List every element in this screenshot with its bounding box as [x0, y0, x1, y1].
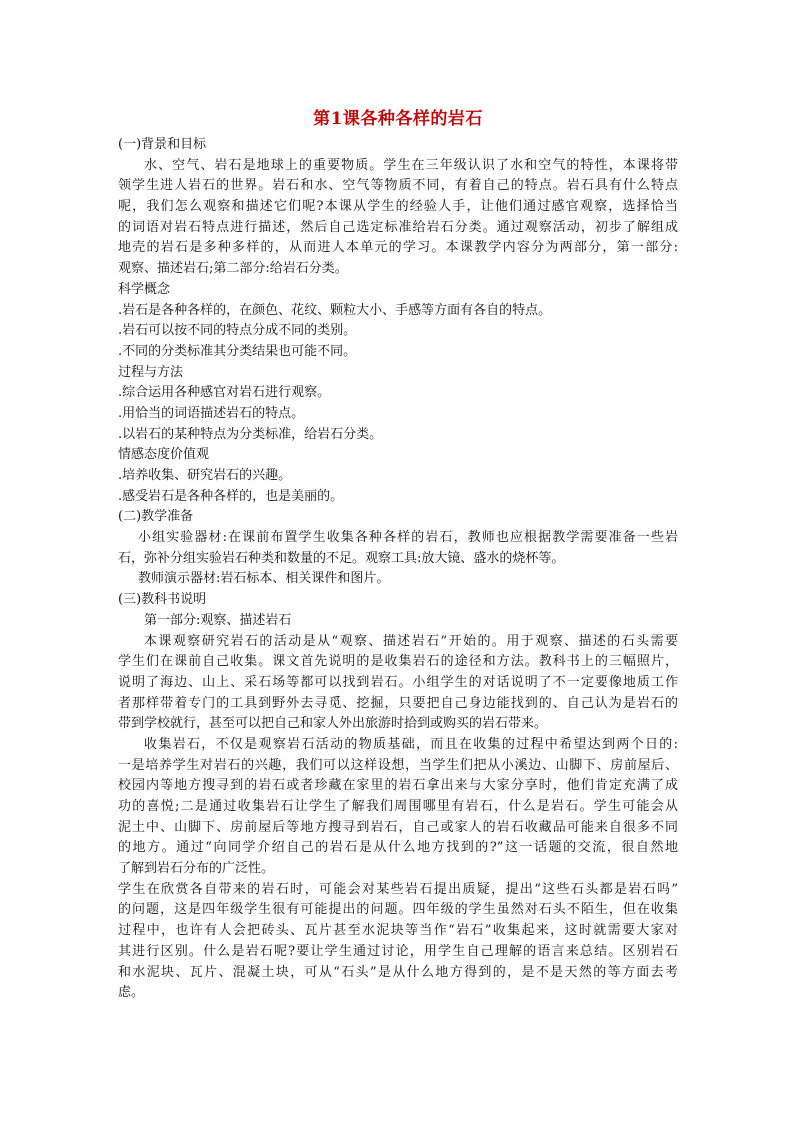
bullet-item: .感受岩石是各种各样的，也是美丽的。 — [118, 488, 344, 504]
paragraph-line: 其进行区别。什么是岩石呢?要让学生通过讨论，用学生自己理解的语言来总结。区别岩石 — [118, 943, 678, 959]
paragraph-line: 功的喜悦;二是通过收集岩石让学生了解我们周围哪里有岩石，什么是岩石。学生可能会从 — [118, 799, 678, 814]
bullet-item: .培养收集、研究岩石的兴趣。 — [118, 468, 292, 483]
subsection-heading: 科学概念 — [118, 281, 171, 297]
paragraph-line: 地壳的岩石是多种多样的，从而进人本单元的学习。本课教学内容分为两部分，第一部分: — [118, 240, 678, 256]
paragraph-line: 石，弥补分组实验岩石种类和数量的不足。观察工具:放大镜、盛水的烧杯等。 — [118, 550, 565, 566]
paragraph-line: 一是培养学生对岩石的兴趣，我们可以这样设想，当学生们把从小溪边、山脚下、房前屋后、 — [118, 757, 678, 773]
paragraph-line: 学生在欣赏各自带来的岩石时，可能会对某些岩石提出质疑，提出“这些石头都是岩石吗” — [118, 881, 678, 897]
paragraph-line: 领学生进人岩石的世界。岩石和水、空气等物质不同，有着自己的特点。岩石具有什么特点 — [118, 178, 678, 194]
paragraph-line: 校园内等地方搜寻到的岩石或者珍藏在家里的岩石拿出来与大家分享时，他们肯定充满了成 — [118, 778, 678, 794]
paragraph-line: 小组实验器材:在课前布置学生收集各种各样的岩石，教师也应根据教学需要准备一些岩 — [138, 530, 678, 546]
paragraph-line: 说明了海边、山上、采石场等都可以找到岩石。小组学生的对话说明了不一定要像地质工作 — [118, 674, 678, 690]
bullet-item: .用恰当的词语描述岩石的特点。 — [118, 405, 305, 421]
paragraph-line: 水、空气、岩石是地球上的重要物质。学生在三年级认识了水和空气的特性，本课将带 — [144, 157, 678, 173]
bullet-item: .综合运用各种感官对岩石进行观察。 — [118, 385, 331, 401]
document-title: 第1课各种各样的岩石 — [313, 109, 483, 129]
paragraph-line: 呢，我们怎么观察和描述它们呢?本课从学生的经验人手，让他们通过感官观察，选择恰当 — [118, 199, 678, 215]
subsection-heading: 情感态度价值观 — [118, 447, 210, 463]
paragraph-line: 教师演示器材:岩石标本、相关课件和图片。 — [138, 571, 390, 587]
paragraph-line: 过程中，也许有人会把砖头、瓦片甚至水泥块等当作“岩石”收集起来，这时就需要大家对 — [118, 923, 678, 939]
paragraph-line: 收集岩石，不仅是观察岩石活动的物质基础，而且在收集的过程中希望达到两个日的: — [144, 736, 678, 752]
paragraph-line: 了解到岩石分布的广泛性。 — [118, 861, 275, 877]
subsection-heading: 第一部分:观察、描述岩石 — [144, 612, 292, 628]
paragraph-line: 的问题，这是四年级学生很有可能提出的问题。四年级的学生虽然对石头不陌生，但在收集 — [118, 902, 678, 918]
paragraph-line: 和水泥块、瓦片、混凝土块，可从“石头”是从什么地方得到的，是不是天然的等方面去考 — [118, 964, 678, 980]
paragraph-line: 泥土中、山脚下、房前屋后等地方搜寻到岩石，自己或家人的岩石收藏品可能来自很多不同 — [118, 819, 678, 835]
bullet-item: .岩石是各种各样的，在颜色、花纹、颗粒大小、手感等方面有各自的特点。 — [118, 302, 552, 318]
paragraph-line: 本课观察研究岩石的活动是从“观察、描述岩石”开始的。用于观察、描述的石头需要 — [144, 633, 678, 649]
paragraph-line: 带到学校就行，甚至可以把自己和家人外出旅游时拾到或购买的岩石带来。 — [118, 716, 548, 732]
paragraph-line: 者那样带着专门的工具到野外去寻觅、挖掘，只要把自己身边能找到的、自己认为是岩石的 — [118, 695, 678, 711]
document-body — [118, 135, 678, 1004]
section-heading: (二)教学准备 — [118, 509, 194, 525]
paragraph-line: 虑。 — [118, 985, 145, 1001]
bullet-item: .以岩石的某种特点为分类标准，给岩石分类。 — [118, 426, 383, 442]
section-heading: (三)教科书说明 — [118, 592, 207, 608]
paragraph-line: 观察、描述岩石;第二部分:给岩石分类。 — [118, 261, 348, 277]
paragraph-line: 学生们在课前自己收集。课文首先说明的是收集岩石的途径和方法。教科书上的三幅照片， — [118, 654, 678, 670]
bullet-item: .岩石可以按不同的特点分成不同的类别。 — [118, 323, 357, 339]
paragraph-line: 的地方。通过“向同学介绍自己的岩石是从什么地方找到的?”这一话题的交流，很自然地 — [118, 840, 678, 856]
bullet-item: .不同的分类标准其分类结果也可能不同。 — [118, 343, 357, 359]
paragraph-line: 的词语对岩石特点进行描述，然后自己选定标准给岩石分类。通过观察活动，初步了解组成 — [118, 219, 678, 235]
section-heading: (一)背景和目标 — [118, 137, 207, 152]
subsection-heading: 过程与方法 — [118, 364, 184, 380]
